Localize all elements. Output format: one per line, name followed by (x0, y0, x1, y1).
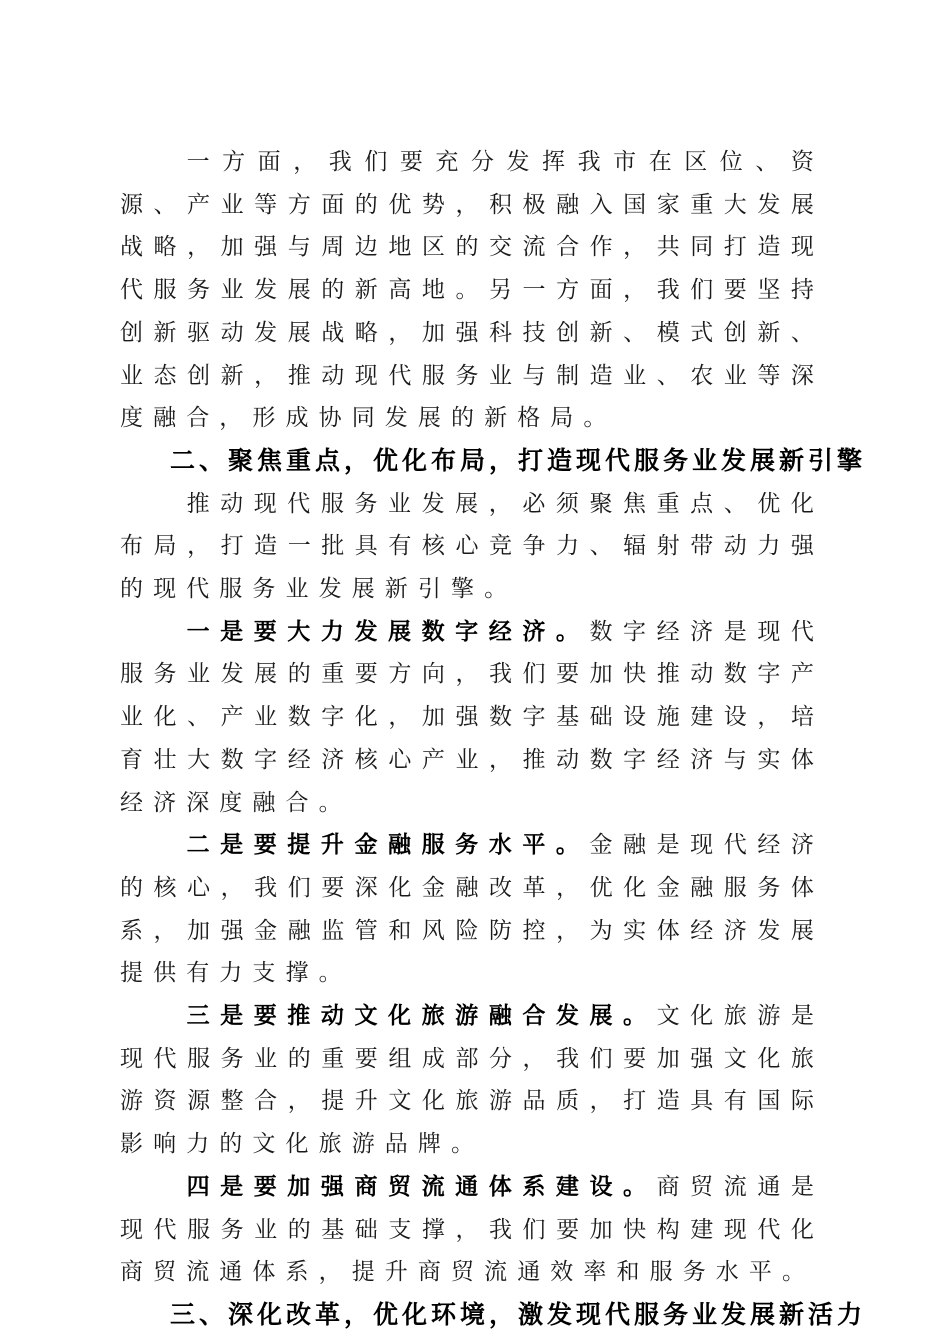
document-page (120, 141, 867, 1337)
paragraph-text: 推动现代服务业发展，必须聚焦重点、优化布局，打造一批具有核心竞争力、辐射带动力强的现代服务业发展新引擎。 (120, 490, 824, 603)
paragraph-lead: 四是要加强商贸流通体系建设。 (186, 1172, 657, 1200)
paragraph-lead: 一是要大力发展数字经济。 (186, 617, 590, 645)
paragraph-lead: 三是要推动文化旅游融合发展。 (186, 1002, 657, 1030)
paragraph-text: 金融是现代经济的核心，我们要深化金融改革，优化金融服务体系，加强金融监管和风险防控，为实体经济发展提供有力支撑。 (120, 832, 825, 987)
paragraph-section-2-intro (120, 483, 824, 611)
section-heading-3: 三、深化改革，优化环境，激发现代服务业发展新活力 (170, 1299, 867, 1329)
paragraph-culture-tourism (120, 995, 824, 1166)
paragraph-text: 一方面，我们要充分发挥我市在区位、资源、产业等方面的优势，积极融入国家重大发展战略，加强与周边地区的交流合作，共同打造现代服务业发展的新高地。另一方面，我们要坚持创新驱动发展战略，加强科技创新、模式创新、业态创新，推动现代服务业与制造业、农业等深度融合，形成协同发展的新格局。 (120, 149, 824, 432)
paragraph-text: 数字经济是现代服务业发展的重要方向，我们要加快推动数字产业化、产业数字化，加强数字基础设施建设，培育壮大数字经济核心产业，推动数字经济与实体经济深度融合。 (120, 618, 825, 816)
paragraph-financial-services (120, 824, 824, 995)
paragraph-text: 商贸流通是现代服务业的基础支撑，我们要加快构建现代化商贸流通体系，提升商贸流通效率和服务水平。 (120, 1173, 824, 1286)
paragraph-digital-economy (120, 611, 824, 825)
paragraph-cooperation-innovation (120, 141, 824, 440)
section-heading-2: 二、聚焦重点，优化布局，打造现代服务业发展新引擎 (170, 445, 867, 475)
paragraph-lead: 二是要提升金融服务水平。 (186, 831, 590, 859)
paragraph-commerce-circulation (120, 1166, 824, 1294)
paragraph-text: 文化旅游是现代服务业的重要组成部分，我们要加强文化旅游资源整合，提升文化旅游品质，打造具有国际影响力的文化旅游品牌。 (120, 1003, 824, 1158)
